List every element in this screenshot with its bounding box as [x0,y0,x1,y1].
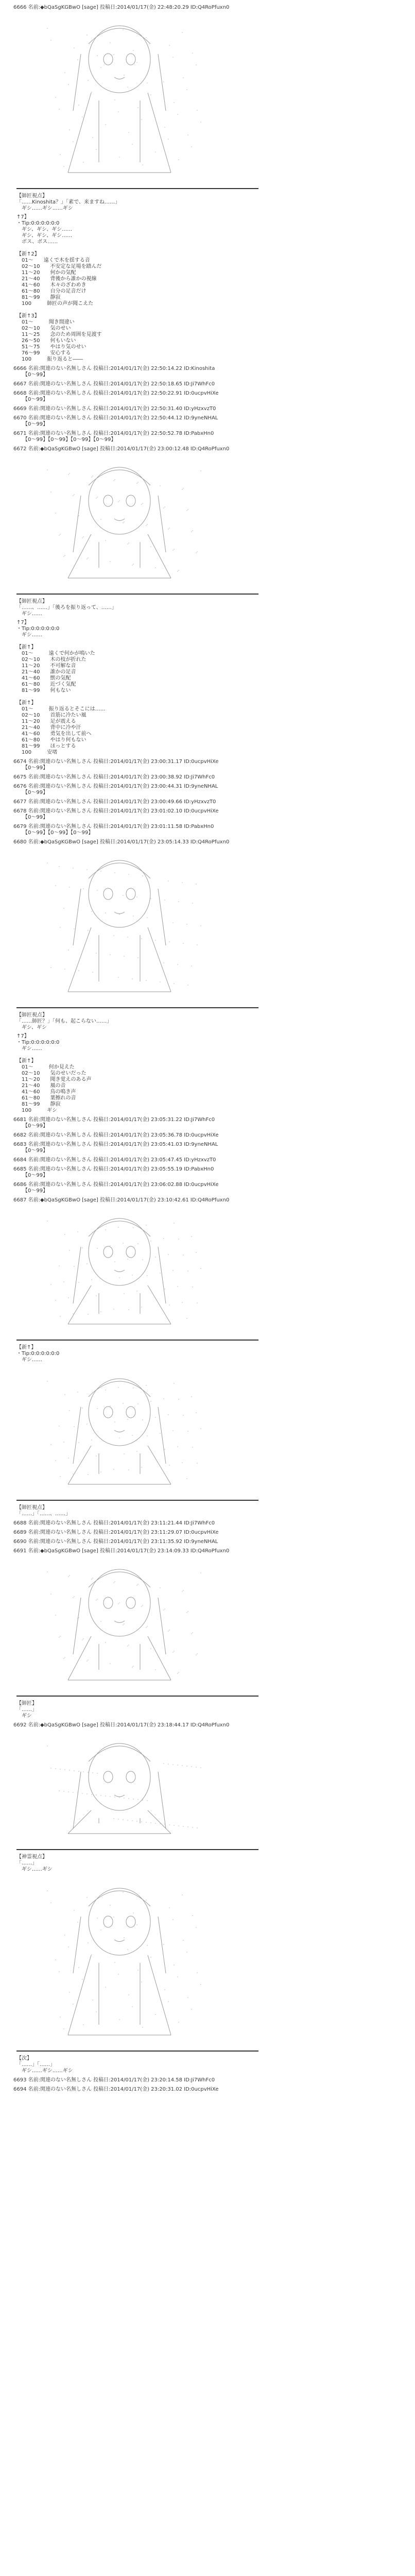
post [13,2086,302,2093]
ascii-art-figure [16,1206,264,1334]
ascii-art [16,13,284,183]
post [13,1181,302,1194]
post [13,415,302,428]
ascii-art-figure [16,1556,264,1690]
post-header: 6683 名前:関連のない名無しさん 投稿日:2014/01/17(金) 23:05:41.03 ID:9yneNHAL [13,1142,218,1147]
ascii-art-figure [16,1731,264,1844]
ascii-art-figure [16,1875,264,2045]
post [13,1505,302,1517]
post-header: 6667 名前:関連のない名無しさん 投稿日:2014/01/17(金) 22:50:18.65 ID:Ji7WhFc0 [13,381,215,387]
post-header: 6690 名前:関連のない名無しさん 投稿日:2014/01/17(金) 23:11:35.92 ID:9yneNHAL [13,1539,218,1545]
post [13,799,302,805]
section-text: ↑7】 ・Tip:0:0:0:0:0:0 ギシ、ギシ、ギシ…… ギシ、ギシ、ギシ…… ボス、ボス…… 【新↑2】 01～ 遠くで木を揺する音 02～10 不安定な足場を踏んだ 11～20 何かの気配 21～40 背後から誰かの視線 41～60 木々のざわめき 61～80 自分の足音だけ 81～99 静寂 100 師匠の声が聞こえた 【新↑3】 01～ 聞き間違い 02～10 気のせい 11～25 念のため周囲を見渡す 26～50 何もいない 51～75 やはり気のせい 76～99 安心する 100 振り返ると―― [16,214,102,362]
reply-text: 【0〜99】 [23,372,48,378]
post [13,1854,302,1873]
ascii-art [16,1731,284,1844]
post-header: 6685 名前:関連のない名無しさん 投稿日:2014/01/17(金) 23:05:55.19 ID:PabxHn0 [13,1166,214,1172]
post [13,808,302,821]
post-header: 6694 名前:関連のない名無しさん 投稿日:2014/01/17(金) 23:20:31.02 ID:0ucpvHiXe [13,2087,219,2092]
post [13,1701,302,1719]
post [13,1548,302,1697]
post [13,599,302,617]
reply-text: 【0〜99】【0〜99】【0〜99】 [23,830,94,836]
post [13,783,302,796]
ascii-art [16,1206,284,1334]
ascii-art [16,454,284,588]
post-header: 6679 名前:関連のない名無しさん 投稿日:2014/01/17(金) 23:01:11.58 ID:PabxHn0 [13,824,214,829]
post-header: 6684 名前:関連のない名無しさん 投稿日:2014/01/17(金) 23:05:47.45 ID:yHzxvzT0 [13,1157,216,1163]
post-header: 6693 名前:関連のない名無しさん 投稿日:2014/01/17(金) 23:20:14.58 ID:Ji7WhFc0 [13,2077,215,2083]
post [13,839,302,1008]
section-text: 【新↑】 ・Tip:0:0:0:0:0:0 ギシ…… [16,1345,60,1363]
post [13,620,302,756]
reply-text: 【0〜99】 [23,421,48,427]
post-header: 6680 名前:◆bQaSgKGBwO [sage] 投稿日:2014/01/17(金) 23:05:14.33 ID:Q4RoPfuxn0 [13,839,230,845]
section-text: 【師匠視点】 「……」「……、……」 [16,1505,71,1517]
post [13,1520,302,1527]
post [13,1141,302,1154]
post-header: 6671 名前:関連のない名無しさん 投稿日:2014/01/17(金) 22:50:52.78 ID:PabxHn0 [13,431,214,436]
post-header: 6674 名前:関連のない名無しさん 投稿日:2014/01/17(金) 23:00:31.17 ID:0ucpvHiXe [13,759,219,765]
divider-line [16,1500,258,1501]
reply-text: 【0〜99】【0〜99】【0〜99】【0〜99】 [23,437,116,443]
post-header: 6672 名前:◆bQaSgKGBwO [sage] 投稿日:2014/01/17(金) 23:00:12.48 ID:Q4RoPfuxn0 [13,446,230,452]
divider-line [16,188,258,189]
section-text: ↑7】 ・Tip:0:0:0:0:0:0 ギシ…… 【新↑】 01～ 遠くで何かが鳴いた 02～10 木の枝が折れた 11～20 不可解な音 21～40 誰かの足音 41～60 獣の気配 61～80 近づく気配 81～99 何もない 【新↑】 01～ 振り返るとそこには…… 02～10 首筋に冷たい風 11～20 足が震える 21～40 背中に冷や汗 41～60 勇気を出して前へ 61～80 やはり何もない 81～99 ほっとする 100 安堵 [16,620,106,755]
reply-text: 【0〜99】 [23,1123,48,1129]
reply-text: 【0〜99】 [23,815,48,820]
post [13,1166,302,1179]
post-header: 6681 名前:関連のない名無しさん 投稿日:2014/01/17(金) 23:05:31.22 ID:Ji7WhFc0 [13,1117,215,1123]
divider-line [16,594,258,595]
ascii-art-figure [16,13,264,183]
post-header: 6676 名前:関連のない名無しさん 投稿日:2014/01/17(金) 23:00:44.31 ID:9yneNHAL [13,784,218,789]
post-header: 6666 名前:◆bQaSgKGBwO [sage] 投稿日:2014/01/17(金) 22:48:20.29 ID:Q4RoPfuxn0 [13,5,230,10]
post [13,1012,302,1031]
post-header: 6688 名前:関連のない名無しさん 投稿日:2014/01/17(金) 23:11:21.44 ID:Ji7WhFc0 [13,1520,215,1526]
ascii-art [16,848,284,1002]
divider-line [16,1849,258,1850]
section-text: 【師匠視点】 「……、……」「後ろを振り返って、……」 ギシ…… [16,599,117,617]
post-header: 6675 名前:関連のない名無しさん 投稿日:2014/01/17(金) 23:00:38.92 ID:Ji7WhFc0 [13,774,215,780]
section-text: 【師匠視点】 「……師匠？」「何も、起こらない……」 ギシ、ギシ [16,1012,112,1030]
post-header: 6678 名前:関連のない名無しさん 投稿日:2014/01/17(金) 23:01:02.10 ID:0ucpvHiXe [13,808,219,814]
divider-line [16,1340,258,1341]
post-header: 6692 名前:◆bQaSgKGBwO [sage] 投稿日:2014/01/17(金) 23:18:44.17 ID:Q4RoPfuxn0 [13,1722,230,1728]
post [13,1722,302,1850]
section-text: 【師匠視点】 「……Kinoshita？」「素で、来ますね……」 ギシ……ギシ……ギシ [16,193,120,211]
post [13,1875,302,2052]
reply-text: 【0〜99】 [23,1188,48,1194]
post-header: 6689 名前:関連のない名無しさん 投稿日:2014/01/17(金) 23:11:29.07 ID:0ucpvHiXe [13,1530,219,1535]
post [13,774,302,781]
ascii-art-figure [16,454,264,588]
post-header: 6677 名前:関連のない名無しさん 投稿日:2014/01/17(金) 23:00:49.66 ID:yHzxvzT0 [13,799,216,805]
post [13,1538,302,1545]
post [13,430,302,443]
thread [13,4,302,2095]
post-header: 6686 名前:関連のない名無しさん 投稿日:2014/01/17(金) 23:06:02.88 ID:0ucpvHiXe [13,1182,219,1188]
post [13,1033,302,1114]
post [13,390,302,403]
post [13,2077,302,2083]
post [13,1345,302,1363]
reply-text: 【0〜99】 [23,1148,48,1154]
divider-line [16,2050,258,2052]
post [13,193,302,212]
post [13,823,302,836]
post-header: 6691 名前:◆bQaSgKGBwO [sage] 投稿日:2014/01/17(金) 23:14:09.33 ID:Q4RoPfuxn0 [13,1548,230,1554]
divider-line [16,1696,258,1697]
reply-text: 【0〜99】 [23,1173,48,1178]
divider-line [16,1007,258,1008]
post-header: 6687 名前:◆bQaSgKGBwO [sage] 投稿日:2014/01/17(金) 23:10:42.61 ID:Q4RoPfuxn0 [13,1197,230,1203]
post [13,2056,302,2074]
ascii-art-figure [16,848,264,1002]
post [13,365,302,378]
post [13,4,302,189]
section-text: ↑7】 ・Tip:0:0:0:0:0:0 ギシ…… 【新↑】 01～ 何か見えた 02～10 気のせいだった 11～20 聞き覚えのある声 21～40 風の音 41～60 鳥の鳴き声 61～80 葉擦れの音 81～99 静寂 100 ギシ [16,1033,92,1113]
post-header: 6666 名前:関連のない名無しさん 投稿日:2014/01/17(金) 22:50:14.22 ID:Kinoshita [13,366,215,371]
post [13,446,302,595]
post [13,1157,302,1163]
reply-text: 【0〜99】 [23,397,48,402]
post [13,381,302,387]
ascii-art-figure [16,1366,264,1495]
section-text: 【次】 「……」「……」 ギシ……ギシ……ギシ [16,2056,73,2074]
post-header: 6668 名前:関連のない名無しさん 投稿日:2014/01/17(金) 22:50:22.91 ID:0ucpvHiXe [13,391,219,396]
ascii-art [16,1366,284,1495]
post-header: 6670 名前:関連のない名無しさん 投稿日:2014/01/17(金) 22:50:44.12 ID:9yneNHAL [13,415,218,421]
section-text: 【師匠】 「……」 ギシ [16,1701,37,1719]
post [13,758,302,771]
post-header: 6669 名前:関連のない名無しさん 投稿日:2014/01/17(金) 22:50:31.40 ID:yHzxvzT0 [13,406,216,412]
ascii-art [16,1875,284,2045]
post [13,1132,302,1139]
post-header: 6682 名前:関連のない名無しさん 投稿日:2014/01/17(金) 23:05:36.78 ID:0ucpvHiXe [13,1132,219,1138]
post [13,1366,302,1501]
section-text: 【神霊視点】 「……」 ギシ……ギシ [16,1854,53,1872]
post [13,214,302,363]
ascii-art [16,1556,284,1690]
post [13,1197,302,1341]
post [13,1529,302,1536]
post [13,405,302,412]
reply-text: 【0〜99】 [23,790,48,795]
reply-text: 【0〜99】 [23,765,48,771]
post [13,1116,302,1129]
